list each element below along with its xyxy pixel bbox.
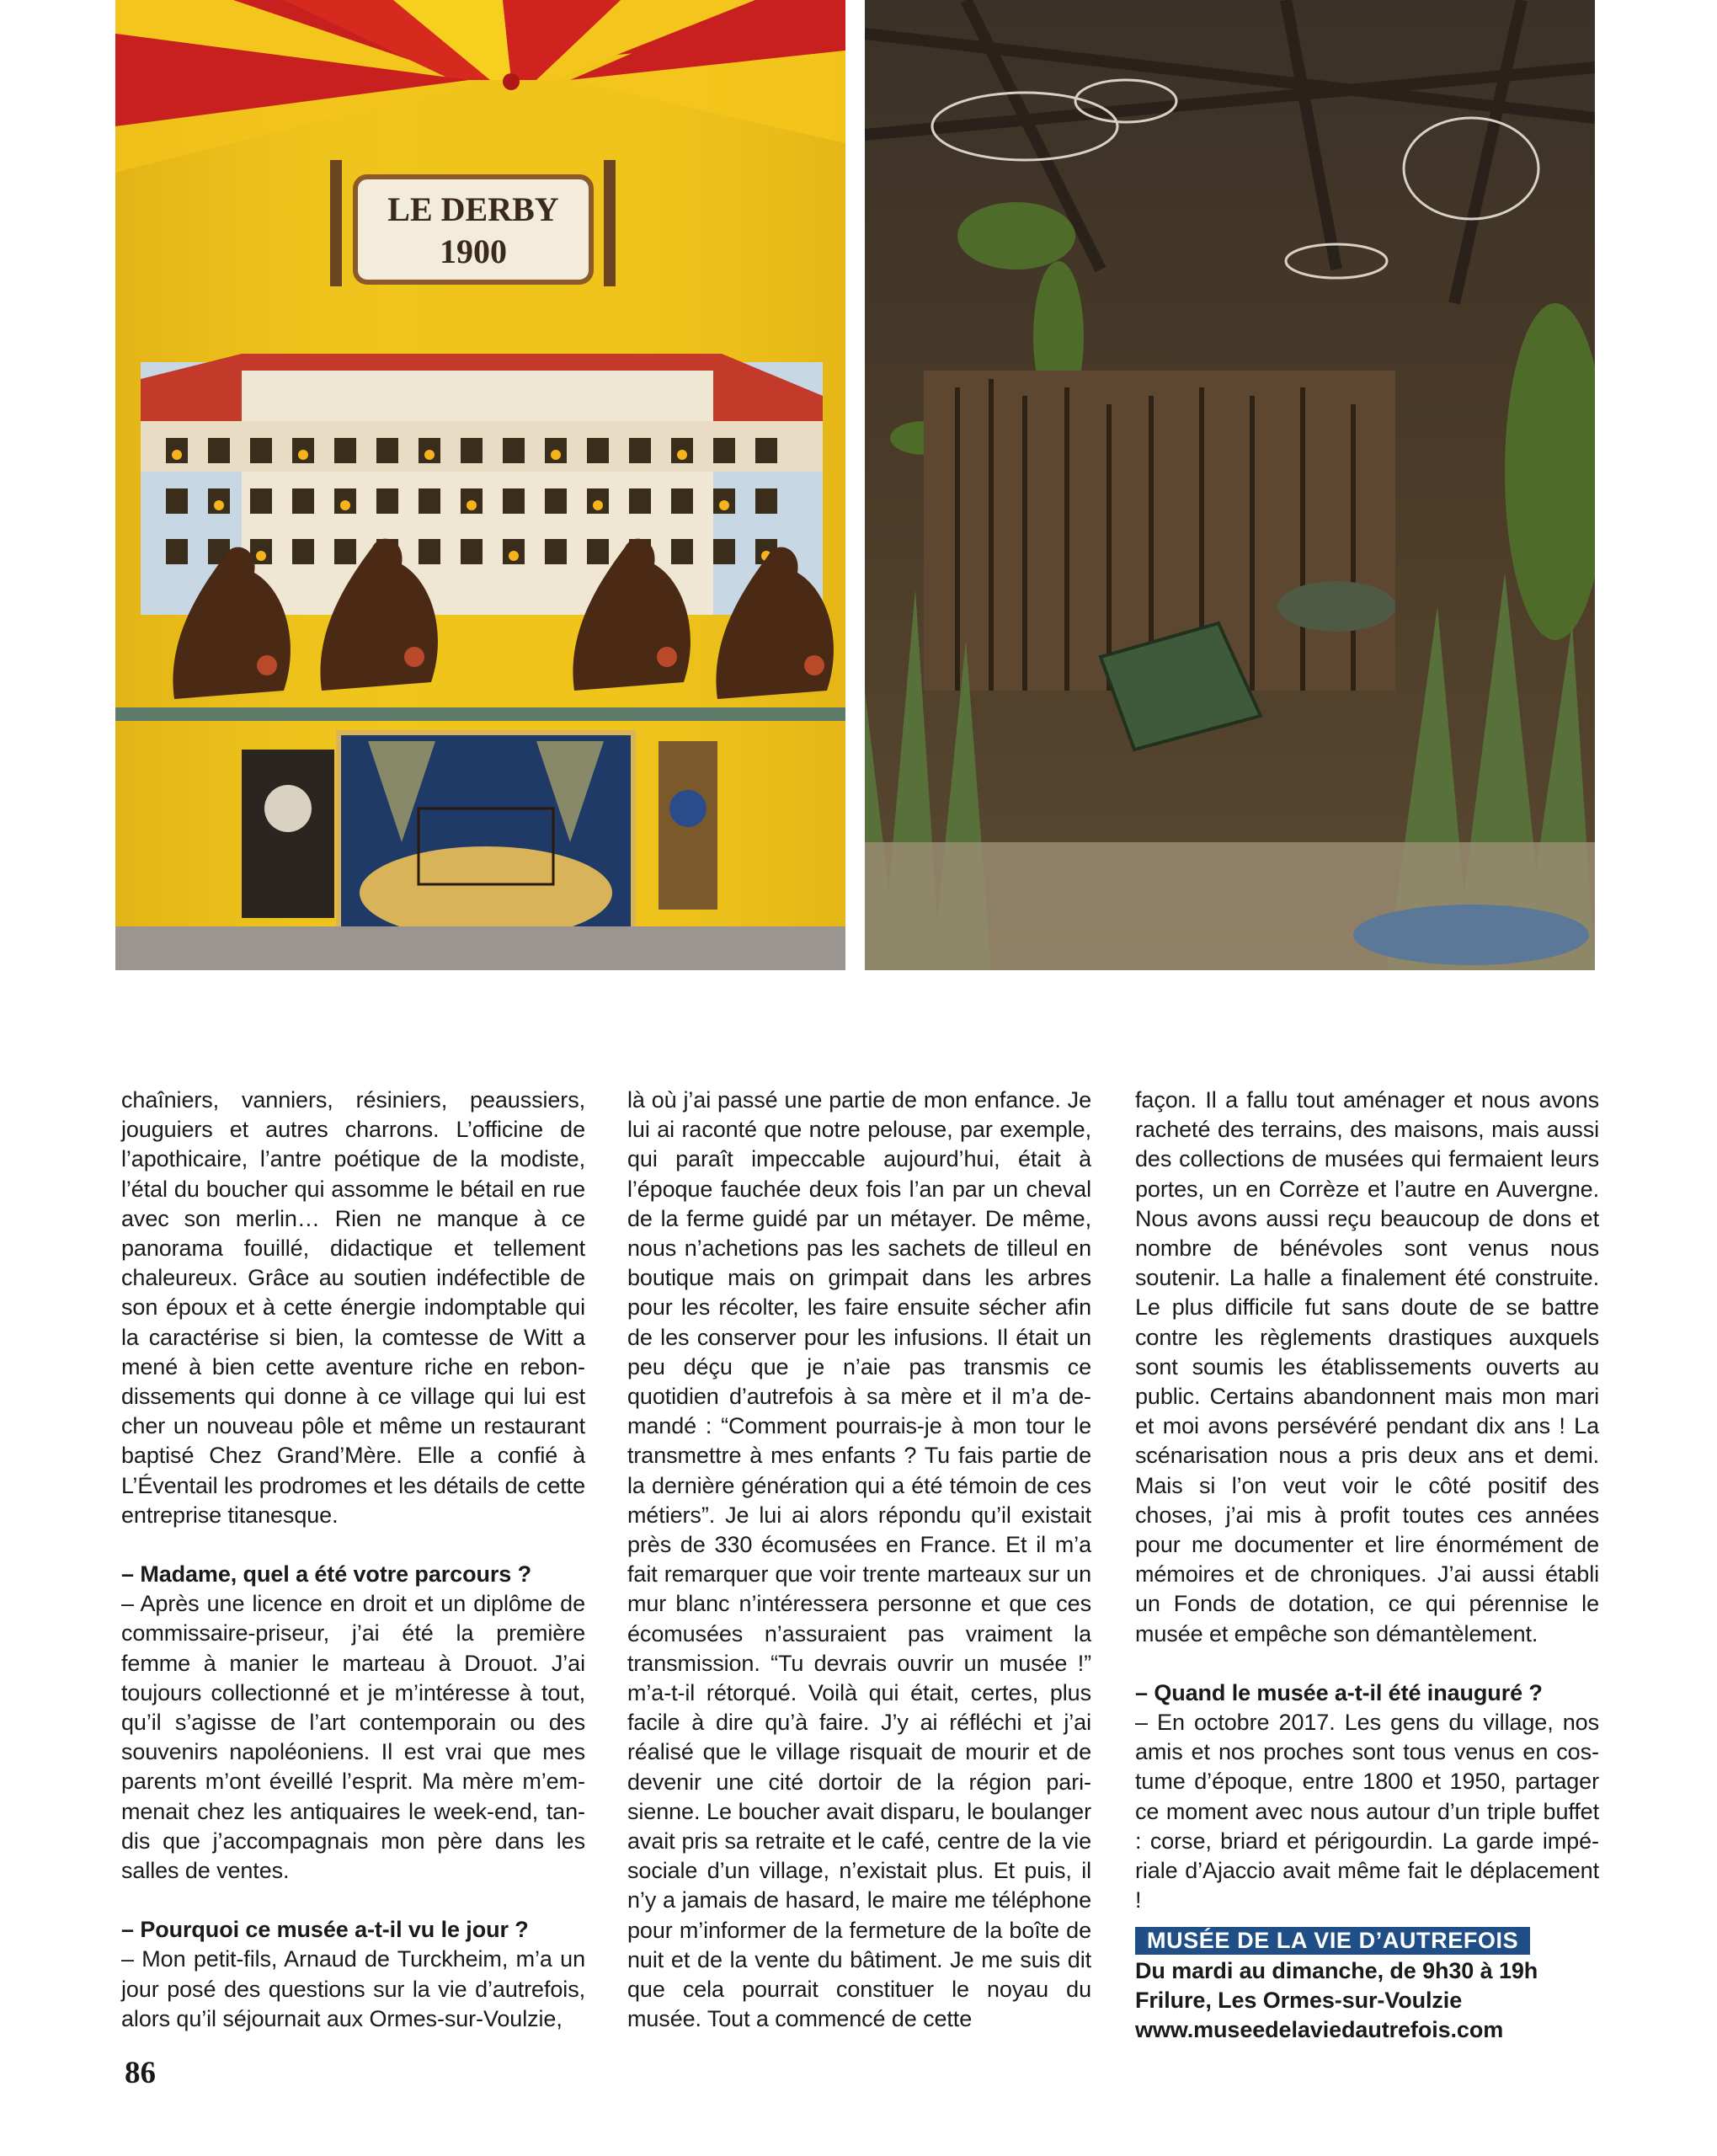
photo-rural-tools-hall bbox=[865, 0, 1595, 970]
museum-info-title: MUSÉE DE LA VIE D’AUTREFOIS bbox=[1135, 1927, 1530, 1955]
museum-address: Frilure, Les Ormes-sur-Voulzie bbox=[1135, 1987, 1463, 2013]
derby-sign bbox=[330, 160, 616, 286]
derby-sign-line-1: LE DERBY bbox=[387, 190, 559, 228]
answer-museum-origin-start: – Mon petit-fils, Arnaud de Turckheim, m’a un jour posé des questions sur la vie d’autrefois, alors qu’il séjournait aux Ormes-sur-Voulzie, bbox=[121, 1946, 585, 2031]
answer-museum-origin-continued: là où j’ai passé une partie de mon enfance. Je lui ai raconté que notre pelouse, par exemple, qui paraît impeccable aujourd’hui, était à l’époque fauchée deux fois l’an par un cheval de la ferme guidé par un métayer. De même, nous n’achetions pas les sachets de tilleul en boutique mais on grimpait dans les arbres pour les récolter, les faire ensuite sécher afin de les conserver pour les infusions. Il était un peu déçu que je n’aie pas transmis ce quotidien d’autrefois à sa mère et il m’a demandé : “Comment pourrais-je à mon tour le transmettre à mes enfants ? Tu fais partie de la dernière génération qui a été témoin de ces métiers”. Je lui ai alors répondu qu’il existait près de 330 écomusées en France. Et il m’a fait remarquer que voir trente marteaux sur un mur blanc n’intéressera personne et que ces écomusées n’assuraient pas vraiment la transmission. “Tu devrais ouvrir un musée !” m’a-t-il rétorqué. Voilà qui était, certes, plus facile à dire qu’à faire. J’y ai réfléchi et j’ai réalisé que le village risquait de mourir et de devenir une cité dortoir de la région parisienne. Le boucher avait disparu, le boulanger avait pris sa retraite et le café, centre de la vie sociale d’un village, n’existait plus. Et puis, il n’y a jamais de hasard, le maire me téléphone pour m’informer de la fermeture de la boîte de nuit et de la vente du bâtiment. Je me suis dit que cela pourrait constituer le noyau du musée. Tout a commencé de cette bbox=[627, 1087, 1091, 2032]
photo-derby-1900 bbox=[115, 0, 845, 970]
derby-sign-line-2: 1900 bbox=[440, 232, 507, 270]
answer-museum-origin-end: façon. Il a fallu tout aménager et nous avons racheté des terrains, des maisons, mais aussi des collections de musées qui fermaient leurs portes, un en Corrèze et l’autre en Auvergne. Nous avons aussi reçu beaucoup de dons et nombre de bénévoles sont venus nous soutenir. La halle a finalement été construite. Le plus difficile fut sans doute de se battre contre les règlements drastiques auxquels sont soumis les établissements ouverts au public. Certains abandonnent mais mon mari et moi avons persévéré pendant dix ans ! La scénarisation nous a pris deux ans et demi. Mais si l’on veut voir le côté positif des choses, j’ai mis à profit toutes ces années pour me documenter et lire énormément de mémoires et de chroniques. J’ai aussi établi un Fonds de dotation, ce qui pérennise le musée et empêche son démantèlement. bbox=[1135, 1087, 1599, 1646]
museum-opening-hours: Du mardi au dimanche, de 9h30 à 19h bbox=[1135, 1957, 1538, 1983]
answer-career: – Après une licence en droit et un diplôme de commissaire-priseur, j’ai été la première femme à manier le marteau à Drouot. J’ai toujours collectionné et je m’intéresse à tout, qu’il s’agisse de l’art contemporain ou des souvenirs napoléoniens. Il est vrai que mes parents m’ont éveillé l’esprit. Ma mère m’emmenait chez les antiquaires le week-end, tandis que j’accompagnais mon père dans les salles de ventes. bbox=[121, 1591, 585, 1884]
museum-website-link[interactable]: www.museedelaviedautrefois.com bbox=[1135, 2016, 1504, 2042]
answer-inauguration: – En octobre 2017. Les gens du village, nos amis et nos proches sont tous venus en costume d’époque, entre 1800 et 1950, partager ce moment avec nous autour d’un triple buffet : corse, briard et périgourdin. La garde impériale d’Ajaccio avait même fait le déplacement ! bbox=[1135, 1710, 1599, 1913]
question-inauguration: – Quand le musée a-t-il été inauguré ? bbox=[1135, 1679, 1543, 1705]
circus-painting bbox=[339, 733, 633, 960]
question-museum-origin: – Pourquoi ce musée a-t-il vu le jour ? bbox=[121, 1917, 529, 1943]
question-career: – Madame, quel a été votre parcours ? bbox=[121, 1561, 531, 1588]
intro-paragraph-end: chaîniers, vanniers, résiniers, peaussiers, jouguiers et autres charrons. L’officine de l’apothicaire, l’antre poétique de la modiste, l’étal du boucher qui assomme le bétail en rue avec son merlin… Rien ne manque à ce panorama fouillé, didactique et tellement chaleureux. Grâce au soutien indéfectible de son époux et à cette énergie indomptable qui la caractérise si bien, la comtesse de Witt a mené à bien cette aventure riche en rebondissements qui donne à ce village qui lui est cher un nouveau pôle et même un restaurant baptisé Chez Grand’Mère. Elle a confié à L’Éventail les prodromes et les détails de cette entreprise titanesque. bbox=[121, 1087, 585, 1528]
article-column-1 bbox=[121, 1086, 585, 2034]
derby-photo-illustration bbox=[115, 0, 845, 970]
article-column-3 bbox=[1135, 1086, 1599, 2045]
museum-info-box bbox=[1135, 1924, 1599, 2044]
tools-hall-illustration bbox=[865, 0, 1595, 970]
page-number: 86 bbox=[125, 2056, 156, 2090]
article-column-2 bbox=[627, 1086, 1091, 2035]
